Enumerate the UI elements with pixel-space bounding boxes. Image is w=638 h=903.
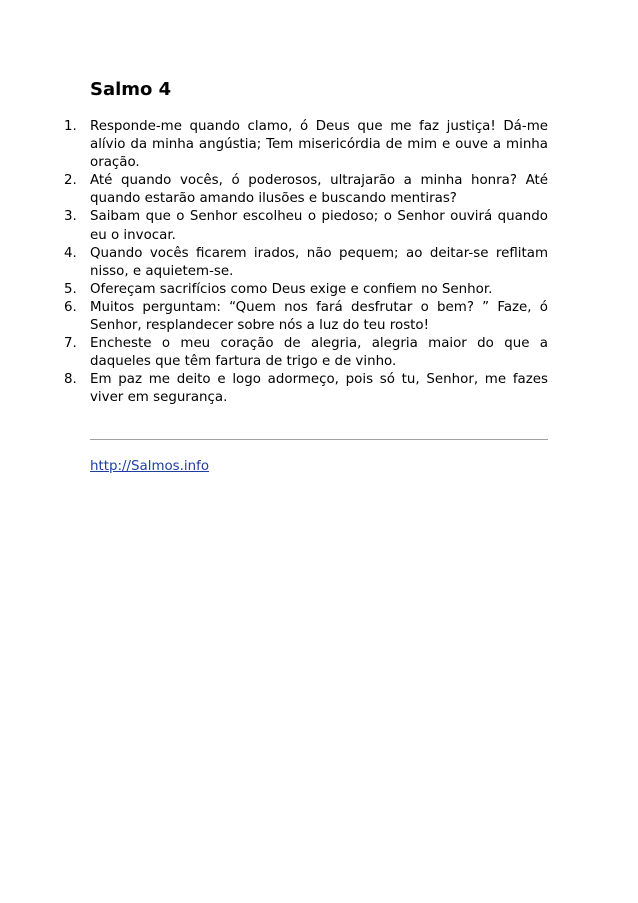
verse-text: Responde-me quando clamo, ó Deus que me faz justiça! Dá-me alívio da minha angústia; Tem misericórdia de mim e ouve a minha oração. [90, 119, 548, 171]
verse-item [64, 208, 548, 244]
verse-number: 7. [64, 336, 77, 352]
verse-item [64, 371, 548, 407]
verse-item [64, 299, 548, 335]
verse-number: 3. [64, 209, 77, 225]
horizontal-divider [90, 439, 548, 440]
verse-number: 8. [64, 372, 77, 388]
verse-item [64, 335, 548, 371]
verse-text: Ofereçam sacrifícios como Deus exige e confiem no Senhor. [90, 281, 493, 297]
verse-item [64, 172, 548, 208]
verse-text: Saibam que o Senhor escolheu o piedoso; o Senhor ouvirá quando eu o invocar. [90, 209, 548, 243]
verse-text: Em paz me deito e logo adormeço, pois só tu, Senhor, me fazes viver em segurança. [90, 372, 548, 406]
verse-number: 4. [64, 245, 77, 261]
verse-text: Muitos perguntam: “Quem nos fará desfrutar o bem? ” Faze, ó Senhor, resplandecer sobre nós a luz do teu rosto! [90, 299, 548, 334]
verse-number: 2. [64, 173, 77, 189]
verse-number: 6. [64, 299, 77, 315]
verse-text: Encheste o meu coração de alegria, alegria maior do que a daqueles que têm fartura de trigo e de vinho. [90, 336, 548, 370]
page-title: Salmo 4 [90, 79, 172, 100]
verse-list [64, 118, 548, 408]
verse-item [64, 281, 548, 299]
verse-number: 5. [64, 281, 77, 297]
verse-text: Até quando vocês, ó poderosos, ultrajarão a minha honra? Até quando estarão amando ilusões e buscando mentiras? [90, 173, 548, 207]
verse-number: 1. [64, 119, 77, 134]
verse-text: Quando vocês ficarem irados, não pequem; ao deitar-se reflitam nisso, e aquietem-se. [90, 245, 548, 279]
verse-item [64, 245, 548, 281]
verse-item [64, 118, 548, 172]
source-link[interactable]: http://Salmos.info [90, 459, 210, 474]
